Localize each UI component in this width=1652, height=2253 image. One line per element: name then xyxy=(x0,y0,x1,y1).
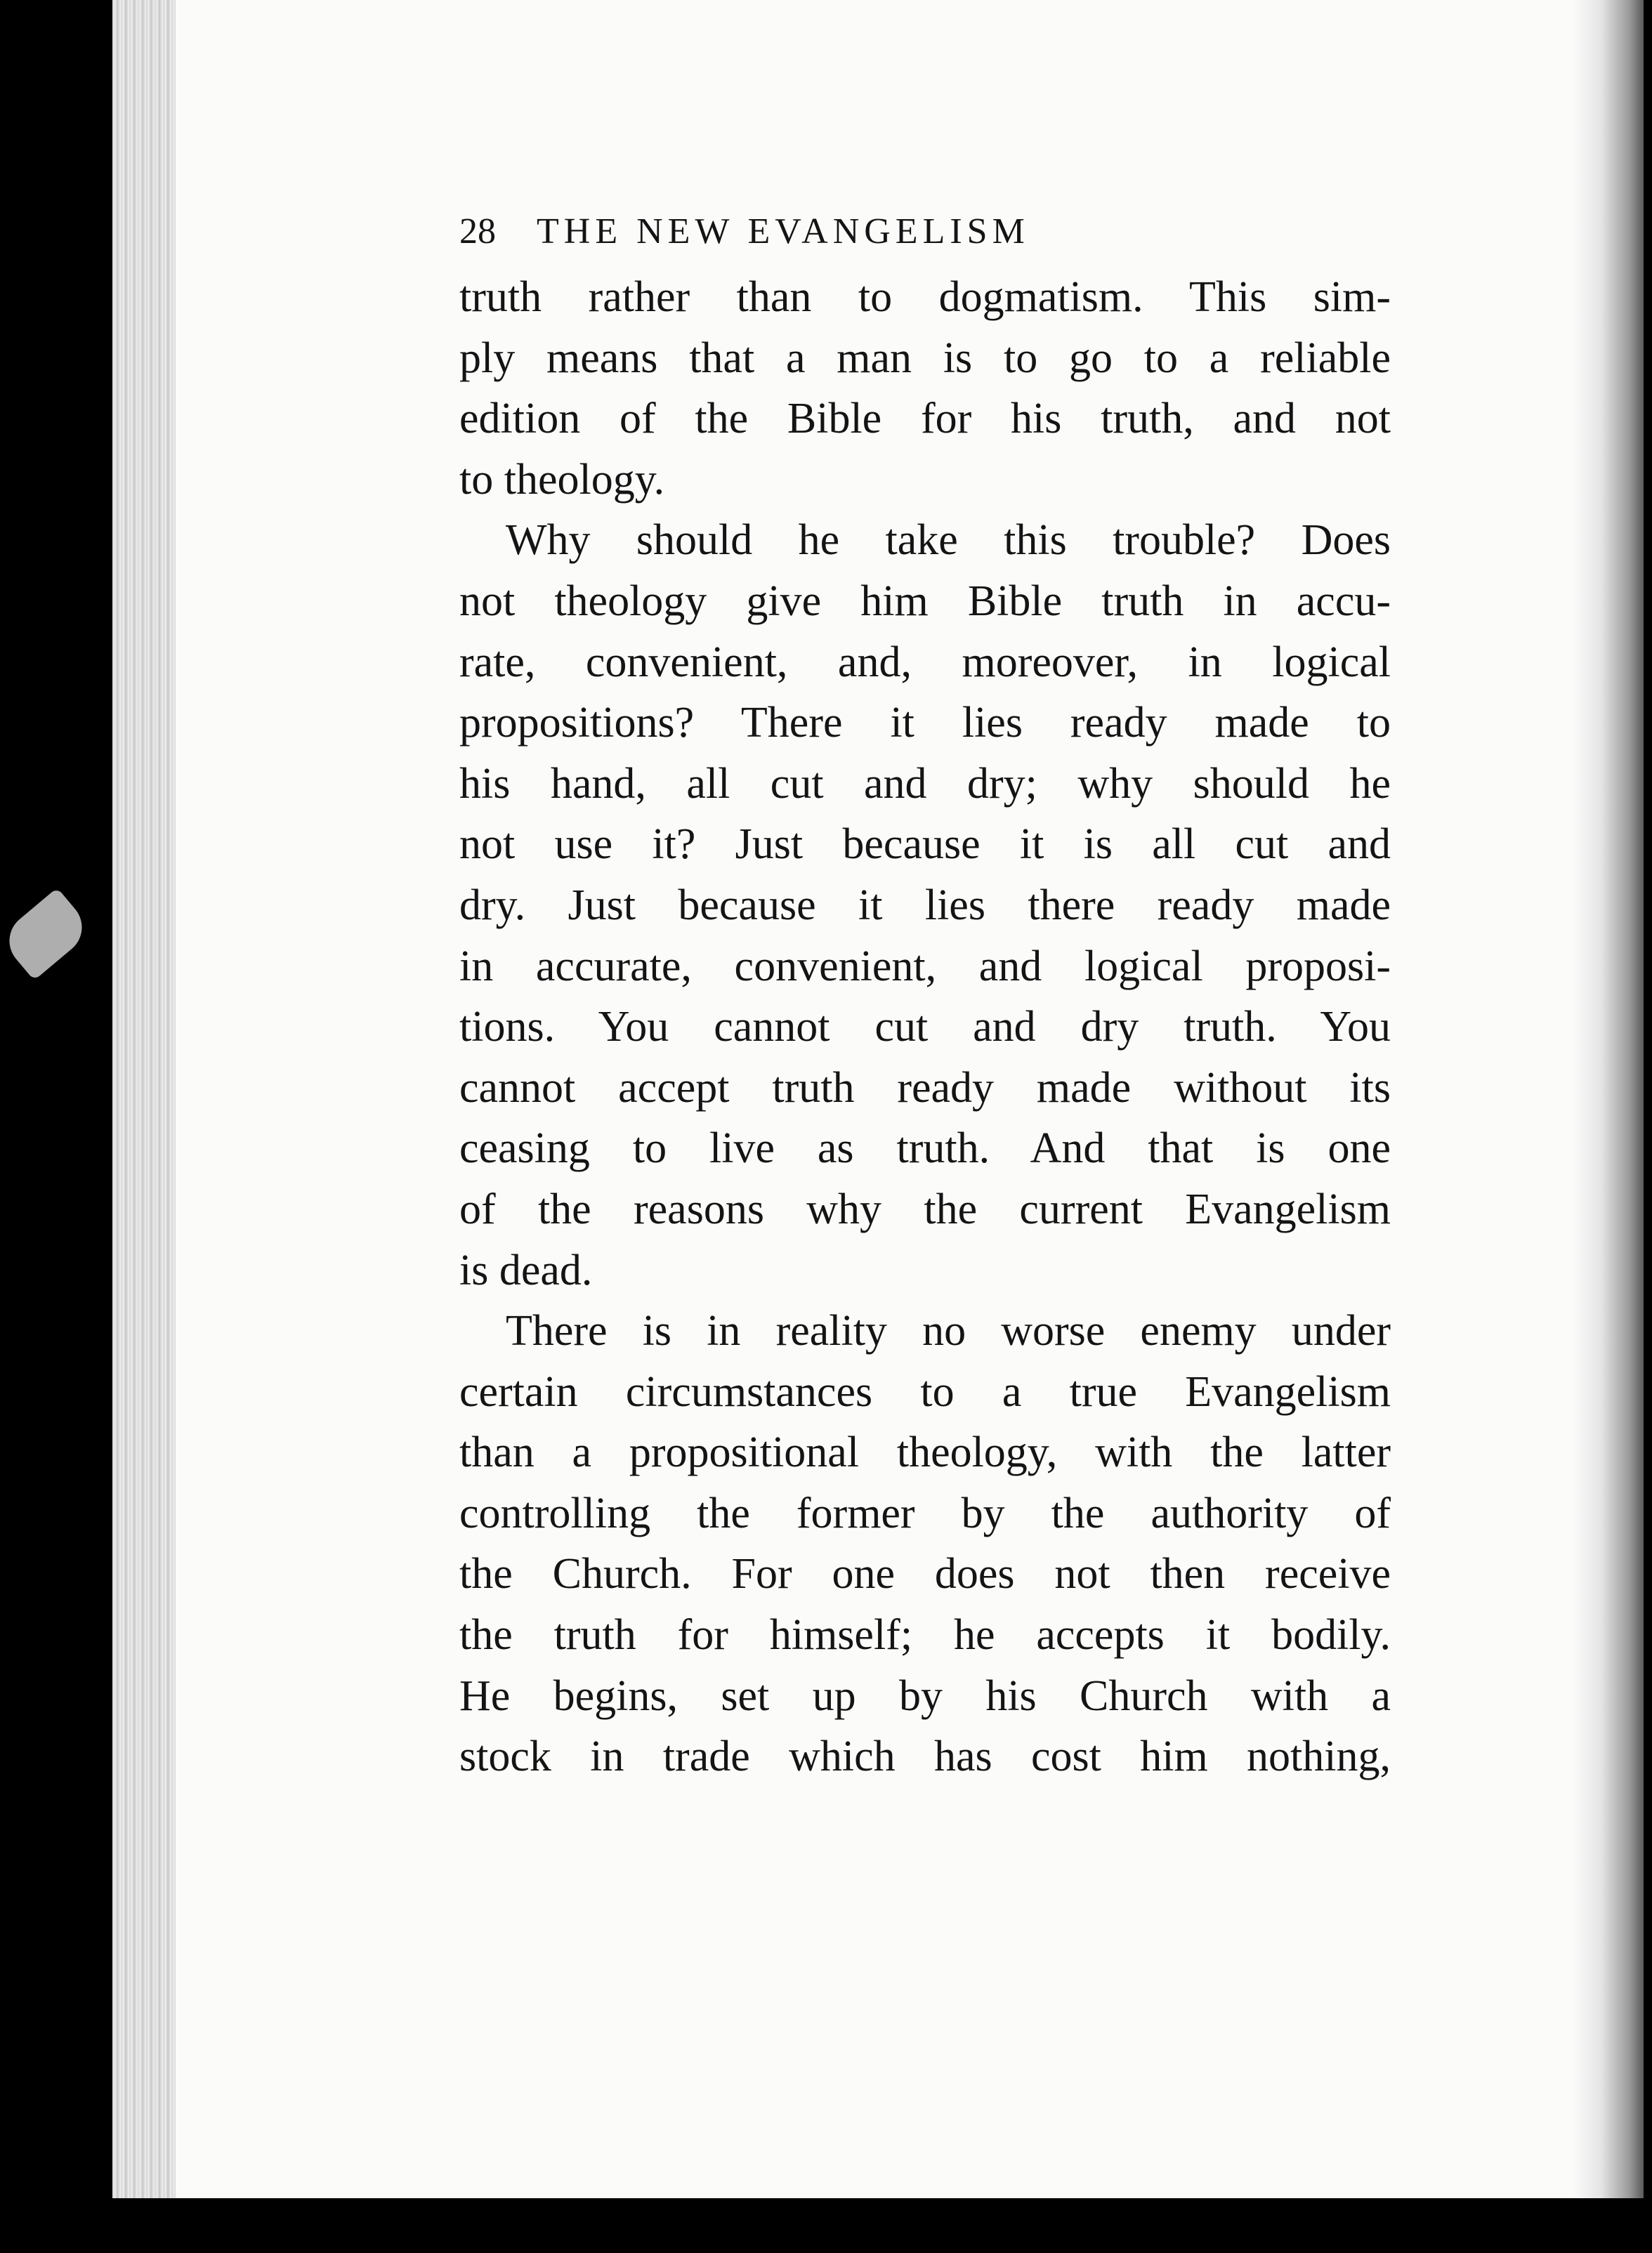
text-line: his hand, all cut and dry; why should he xyxy=(459,759,1391,808)
body-text xyxy=(459,267,1391,1787)
page-edge-shadow-right xyxy=(1573,0,1644,2198)
text-line: than a propositional theology, with the latter xyxy=(459,1428,1391,1477)
text-line: ply means that a man is to go to a reliable xyxy=(459,334,1391,382)
text-line: dry. Just because it lies there ready made xyxy=(459,881,1391,929)
text-line: rate, convenient, and, moreover, in logical xyxy=(459,638,1391,686)
text-line: not theology give him Bible truth in accu- xyxy=(459,577,1391,625)
text-line: ceasing to live as truth. And that is one xyxy=(459,1124,1391,1173)
text-line: There is in reality no worse enemy under xyxy=(506,1307,1391,1355)
running-head xyxy=(459,211,1391,264)
paragraph xyxy=(459,267,1391,510)
paragraph xyxy=(459,1301,1391,1787)
text-line: in accurate, convenient, and logical proposi- xyxy=(459,942,1391,990)
text-line: certain circumstances to a true Evangelism xyxy=(459,1367,1391,1416)
text-line: truth rather than to dogmatism. This sim- xyxy=(459,273,1391,321)
text-line: Why should he take this trouble? Does xyxy=(506,516,1391,565)
text-line: not use it? Just because it is all cut and xyxy=(459,820,1391,869)
text-line: the Church. For one does not then receive xyxy=(459,1550,1391,1598)
page-stack-edge-left xyxy=(112,0,176,2198)
text-line: tions. You cannot cut and dry truth. You xyxy=(459,1003,1391,1051)
text-block xyxy=(459,211,1391,1787)
text-line: stock in trade which has cost him nothing, xyxy=(459,1733,1391,1781)
text-line: cannot accept truth ready made without its xyxy=(459,1063,1391,1112)
text-line: He begins, set up by his Church with a xyxy=(459,1671,1391,1720)
text-line: of the reasons why the current Evangelism xyxy=(459,1185,1391,1233)
page-number: 28 xyxy=(459,211,496,251)
text-line: edition of the Bible for his truth, and not xyxy=(459,395,1391,443)
text-line: to theology. xyxy=(459,455,665,504)
scanner-artifact xyxy=(0,888,93,980)
paragraph xyxy=(459,510,1391,1301)
running-head-title: THE NEW EVANGELISM xyxy=(537,211,1030,251)
text-line: controlling the former by the authority of xyxy=(459,1489,1391,1537)
text-line: the truth for himself; he accepts it bodily. xyxy=(459,1611,1391,1660)
text-line: propositions? There it lies ready made to xyxy=(459,699,1391,747)
text-line: is dead. xyxy=(459,1246,593,1294)
